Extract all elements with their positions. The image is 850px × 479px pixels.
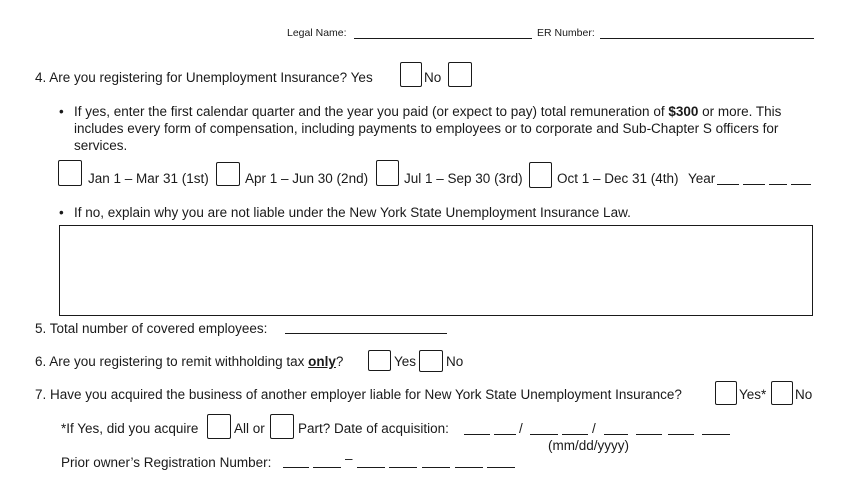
covered-employees-field[interactable]: [285, 333, 447, 334]
q7-no-checkbox[interactable]: [771, 381, 793, 405]
q4-bullet1-line2: includes every form of compensation, including payments to employees or to corporate and Sub-Chapter S officers for: [74, 121, 779, 136]
quarter-4-label: Oct 1 – Dec 31 (4th): [557, 171, 679, 186]
q7-yes-checkbox[interactable]: [715, 381, 737, 405]
q4-bullet2: If no, explain why you are not liable under the New York State Unemployment Insurance Law.: [74, 205, 631, 220]
bullet-dot-2: •: [59, 205, 64, 220]
date-slash-1: /: [519, 421, 523, 436]
quarter-3-checkbox[interactable]: [376, 160, 399, 186]
quarter-4-checkbox[interactable]: [529, 162, 552, 188]
q7-label: 7. Have you acquired the business of another employer liable for New York State Unemployment Insurance?: [35, 387, 682, 402]
year-digit-2[interactable]: [743, 184, 765, 185]
quarter-1-label: Jan 1 – Mar 31 (1st): [88, 171, 209, 186]
reg-digit-3[interactable]: [357, 467, 385, 468]
acquire-part-label: Part? Date of acquisition:: [298, 421, 449, 436]
explanation-textarea[interactable]: [59, 225, 813, 316]
q5-label: 5. Total number of covered employees:: [35, 321, 268, 336]
acquire-all-checkbox[interactable]: [207, 414, 231, 439]
reg-digit-7[interactable]: [487, 467, 515, 468]
acquire-part-checkbox[interactable]: [270, 414, 294, 439]
date-yyyy-2[interactable]: [636, 434, 662, 435]
reg-digit-6[interactable]: [455, 467, 483, 468]
q4-question: 4. Are you registering for Unemployment Insurance? Yes: [35, 70, 373, 85]
date-dd-1[interactable]: [530, 434, 558, 435]
date-slash-2: /: [592, 421, 596, 436]
date-yyyy-3[interactable]: [668, 434, 694, 435]
year-label: Year: [688, 171, 716, 186]
reg-digit-5[interactable]: [422, 467, 450, 468]
q4-no-checkbox[interactable]: [448, 62, 472, 87]
year-digit-4[interactable]: [791, 184, 811, 185]
reg-digit-4[interactable]: [389, 467, 417, 468]
q4-bullet1-line3: services.: [74, 138, 128, 153]
date-dd-2[interactable]: [562, 434, 588, 435]
q6-label: [35, 354, 343, 369]
q6-label-pre: 6. Are you registering to remit withholding tax: [35, 354, 309, 369]
acquire-label: *If Yes, did you acquire: [61, 421, 199, 436]
year-digit-3[interactable]: [769, 184, 787, 185]
quarter-1-checkbox[interactable]: [58, 160, 82, 186]
legal-name-label: Legal Name:: [287, 27, 347, 39]
reg-hyphen: –: [345, 451, 353, 466]
q4-bullet1-line1: [74, 104, 781, 119]
q7-yes-label: Yes*: [739, 387, 767, 402]
q6-yes-checkbox[interactable]: [368, 350, 391, 371]
prior-owner-label: Prior owner’s Registration Number:: [61, 455, 272, 470]
q4-bullet1-pre: If yes, enter the first calendar quarter and the year you paid (or expect to pay) total remuneration of: [74, 104, 669, 119]
q6-only: only: [308, 354, 336, 369]
er-number-label: ER Number:: [537, 27, 595, 39]
date-mm-1[interactable]: [464, 434, 490, 435]
quarter-2-label: Apr 1 – Jun 30 (2nd): [245, 171, 369, 186]
date-yyyy-4[interactable]: [702, 434, 730, 435]
q4-no-label: No: [424, 70, 442, 85]
year-digit-1[interactable]: [717, 184, 739, 185]
acquire-all-label: All or: [234, 421, 265, 436]
reg-digit-2[interactable]: [313, 467, 341, 468]
q6-no-checkbox[interactable]: [419, 350, 443, 372]
q6-no-label: No: [446, 354, 464, 369]
quarter-3-label: Jul 1 – Sep 30 (3rd): [404, 171, 523, 186]
q4-bullet1-post: or more. This: [698, 104, 782, 119]
q6-yes-label: Yes: [394, 354, 417, 369]
date-format-hint: (mm/dd/yyyy): [548, 438, 629, 453]
q6-label-post: ?: [335, 354, 344, 369]
quarter-2-checkbox[interactable]: [216, 162, 240, 186]
bullet-dot: •: [59, 104, 64, 119]
q4-yes-checkbox[interactable]: [400, 62, 422, 87]
date-mm-2[interactable]: [494, 434, 516, 435]
date-yyyy-1[interactable]: [604, 434, 628, 435]
q4-amount: $300: [668, 104, 699, 119]
q7-no-label: No: [795, 387, 813, 402]
er-number-field[interactable]: [600, 38, 814, 39]
reg-digit-1[interactable]: [283, 467, 309, 468]
legal-name-field[interactable]: [354, 38, 532, 39]
